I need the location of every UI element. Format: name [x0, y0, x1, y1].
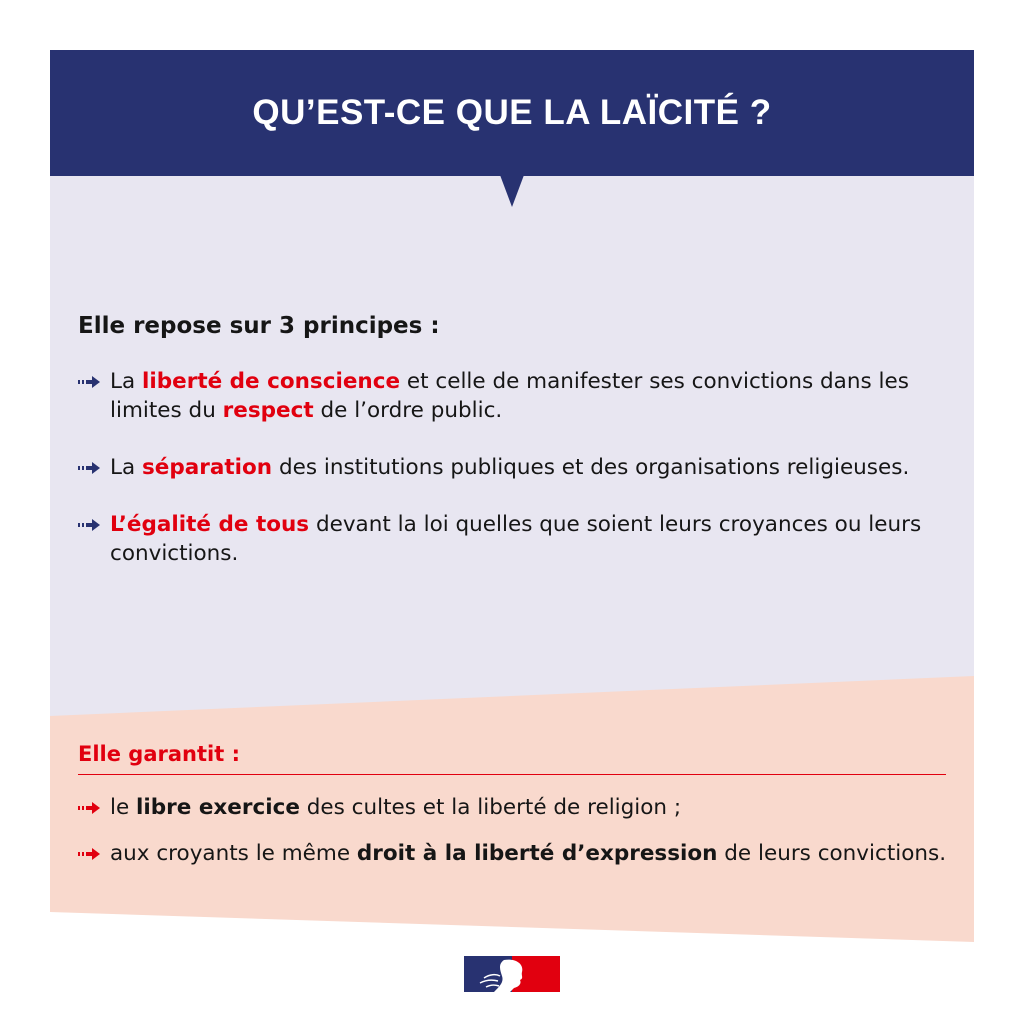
- principle-highlight: séparation: [142, 455, 273, 480]
- guarantee-text: le: [110, 795, 137, 820]
- principle-text: La: [110, 455, 142, 480]
- principle-text: de l’ordre public.: [313, 398, 503, 423]
- guarantee-title: Elle garantit :: [78, 742, 240, 766]
- principle-highlight: L’égalité de tous: [110, 512, 310, 537]
- info-card: [50, 50, 974, 942]
- principle-text: des institutions publiques et des organisations religieuses.: [272, 455, 910, 480]
- guarantee-text: aux croyants le même: [110, 841, 357, 866]
- arrow-right-icon: [78, 462, 100, 474]
- list-item: [78, 839, 958, 868]
- guarantee-text: de leurs convictions.: [717, 841, 947, 866]
- list-item: [78, 453, 958, 482]
- arrow-right-icon: [78, 519, 100, 531]
- marianne-logo: [464, 956, 560, 992]
- principles-intro: Elle repose sur 3 principes :: [78, 313, 440, 339]
- principle-text: et celle de manifester ses convictions dans les limites du: [110, 369, 909, 423]
- list-item: [78, 367, 958, 425]
- arrow-right-icon: [78, 376, 100, 388]
- principle-highlight: liberté de conscience: [142, 369, 401, 394]
- arrow-right-icon: [78, 802, 100, 814]
- divider: [78, 774, 946, 775]
- principle-highlight: respect: [222, 398, 314, 423]
- list-item: [78, 510, 958, 568]
- principle-text: La: [110, 369, 142, 394]
- guarantee-list: [78, 793, 958, 868]
- list-item: [78, 793, 958, 822]
- guarantee-bold: droit à la liberté d’expression: [356, 841, 718, 866]
- guarantee-text: des cultes et la liberté de religion ;: [299, 795, 682, 820]
- page-title: QU’EST-CE QUE LA LAÏCITÉ ?: [252, 93, 772, 132]
- principle-text: devant la loi quelles que soient leurs croyances ou leurs convictions.: [110, 512, 922, 566]
- principles-list: [78, 367, 958, 568]
- guarantee-bold: libre exercice: [136, 795, 300, 820]
- arrow-right-icon: [78, 848, 100, 860]
